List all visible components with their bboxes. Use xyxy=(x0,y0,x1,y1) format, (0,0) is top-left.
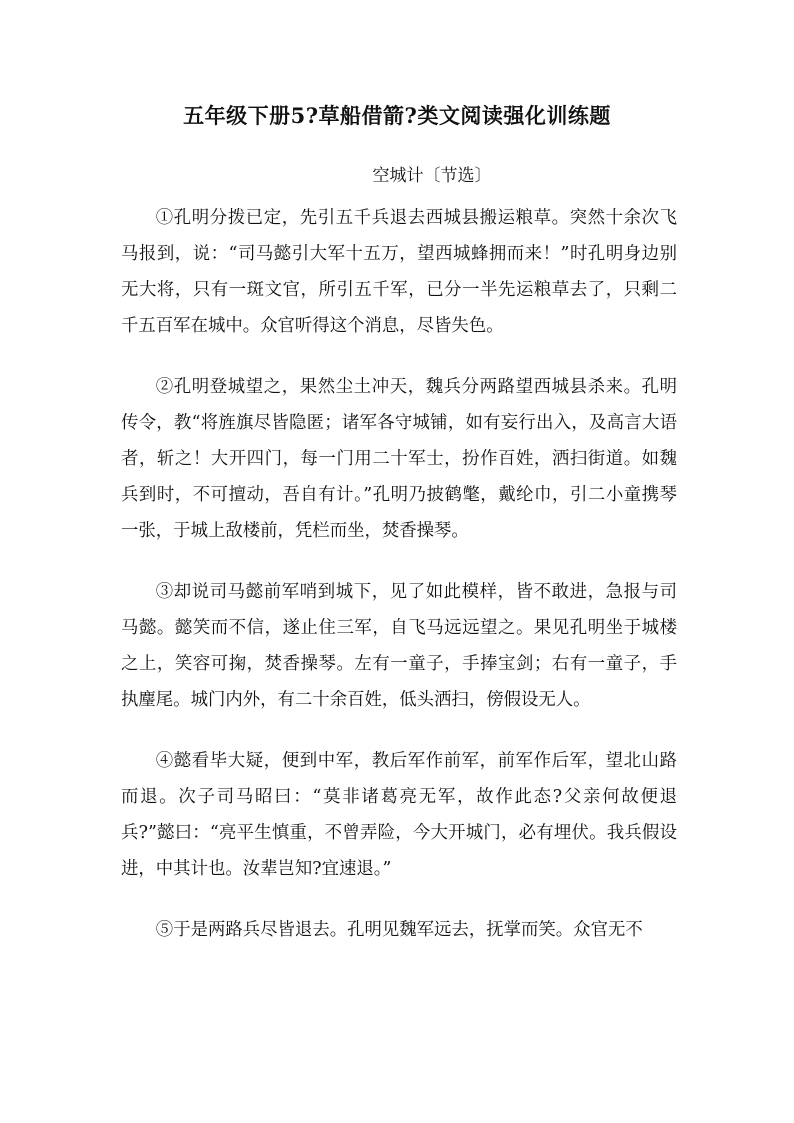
paragraph-3: ③却说司马懿前军哨到城下，见了如此模样，皆不敢进，急报与司马懿。懿笑而不信，遂止住三军，自飞马远远望之。果见孔明坐于城楼之上，笑容可掬，焚香操琴。左有一童子，手捧宝剑；右有一童子，手执麈尾。城门内外，有二十余百姓，低头洒扫，傍假设无人。 xyxy=(121,582,677,710)
paragraph-1: ①孔明分拨已定，先引五千兵退去西城县搬运粮草。突然十余次飞马报到，说：“司马懿引大军十五万，望西城蜂拥而来！”时孔明身边别无大将，只有一斑文官，所引五千军，已分一半先运粮草去了，只剩二千五百军在城中。众官听得这个消息，尽皆失色。 xyxy=(121,208,677,336)
paragraph-4: ④懿看毕大疑，便到中军，教后军作前军，前军作后军，望北山路而退。次子司马昭曰：“莫非诸葛亮无军，故作此态?父亲何故便退兵?”懿曰：“亮平生慎重，不曾弄险，今大开城门，必有埋伏。我兵假设进，中其计也。汝辈岂知?宜速退。” xyxy=(121,751,677,879)
document-body xyxy=(121,200,677,973)
document-subtitle: 空城计〔节选〕 xyxy=(372,166,492,186)
document-title: 五年级下册5?草船借箭?类文阅读强化训练题 xyxy=(183,103,611,128)
paragraph-5: ⑤于是两路兵尽皆退去。孔明见魏军远去，抚掌而笑。众官无不 xyxy=(155,920,643,940)
paragraph-2: ②孔明登城望之，果然尘土冲天，魏兵分两路望西城县杀来。孔明传令，教“将旌旗尽皆隐匿；诸军各守城铺，如有妄行出入，及高言大语者，斩之！大开四门，每一门用二十军士，扮作百姓，洒扫街道。如魏兵到时，不可擅动，吾自有计。”孔明乃披鹤氅，戴纶巾，引二小童携琴一张，于城上敌楼前，凭栏而坐，焚香操琴。 xyxy=(121,377,677,541)
